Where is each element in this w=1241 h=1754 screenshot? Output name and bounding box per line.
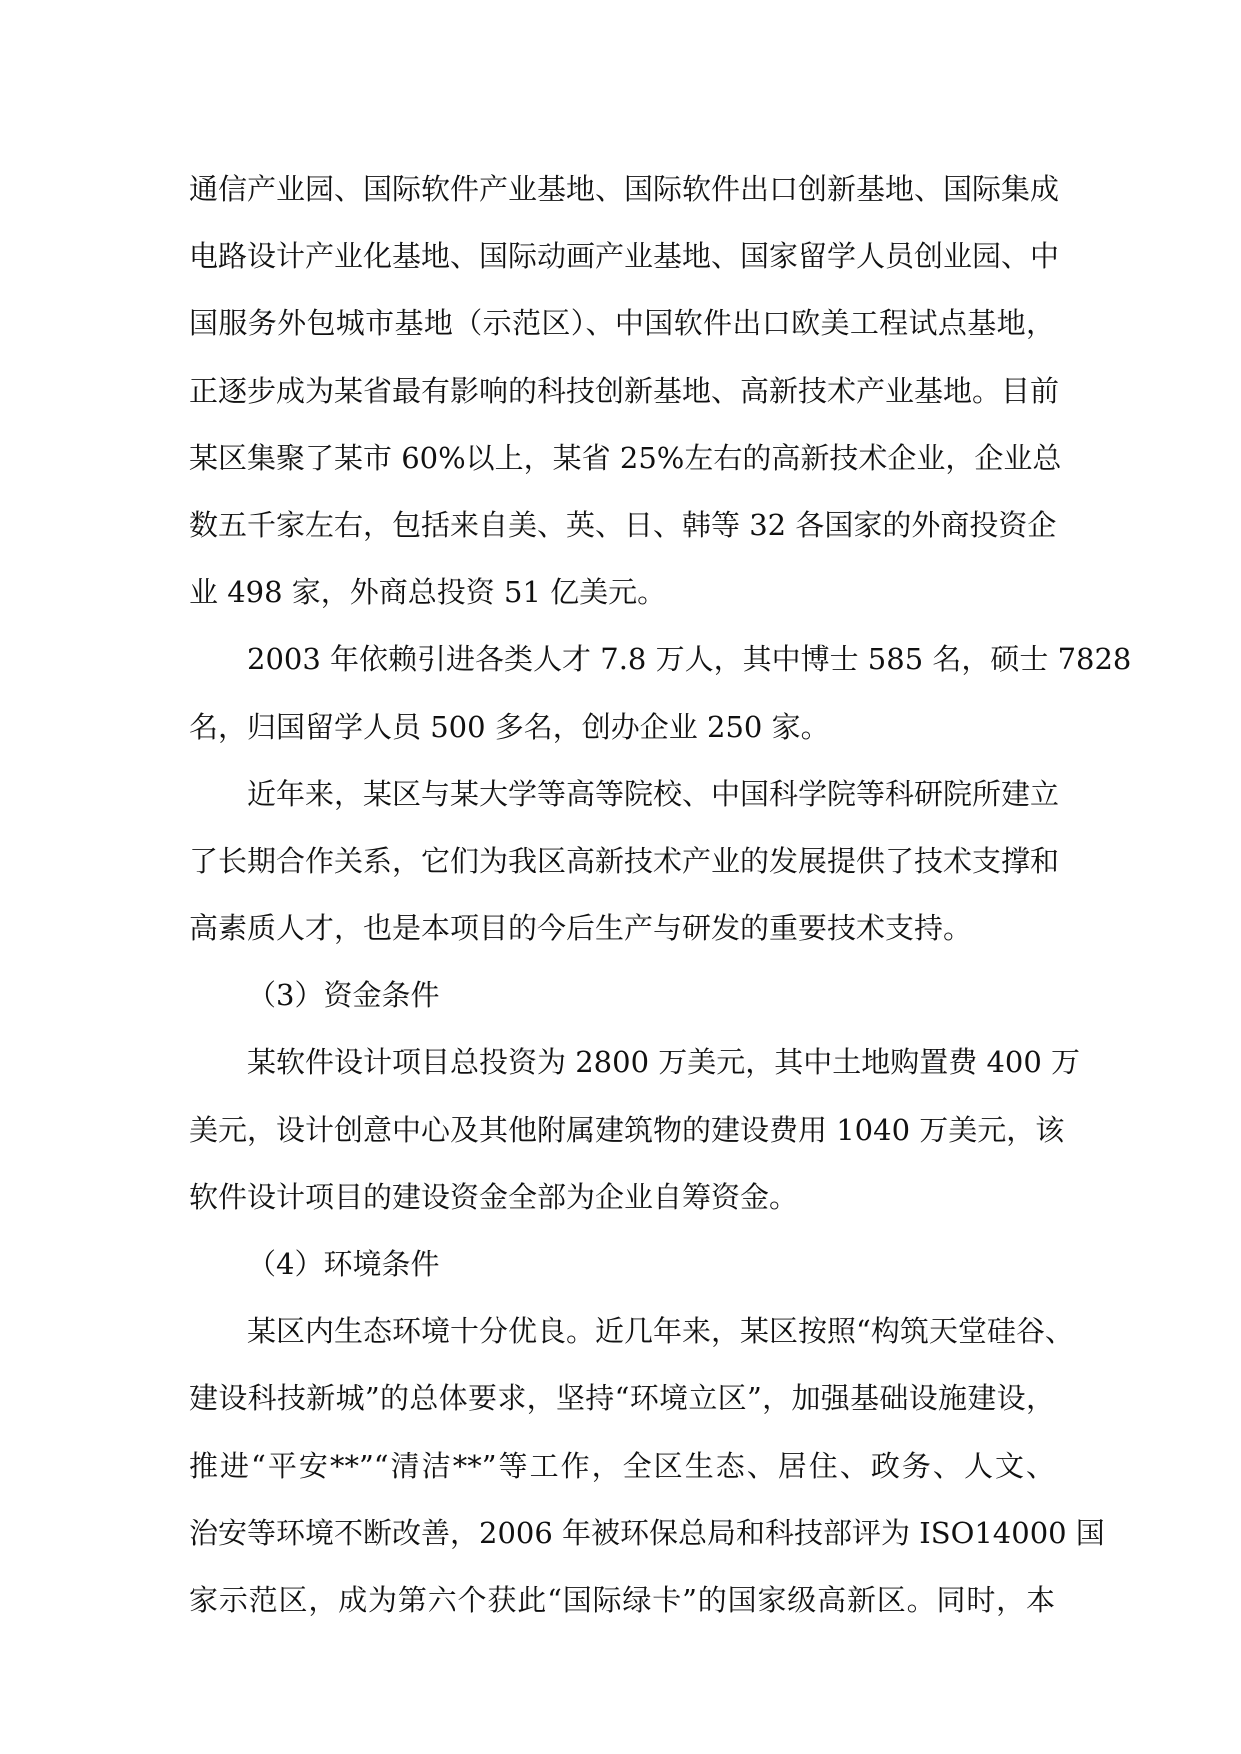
text-line: 电路设计产业化基地、国际动画产业基地、国家留学人员创业园、中: [189, 239, 1060, 274]
text-line: 某区内生态环境十分优良。近几年来，某区按照“构筑天堂硅谷、: [247, 1314, 1074, 1349]
section-heading: （3）资金条件: [247, 978, 440, 1013]
text-line: 近年来，某区与某大学等高等院校、中国科学院等科研院所建立: [247, 776, 1060, 811]
text-line: 治安等环境不断改善，2006 年被环保总局和科技部评为 ISO14000 国: [189, 1515, 1105, 1550]
text-line: 推进“平安**”“清洁**”等工作，全区生态、居住、政务、人文、: [189, 1448, 1055, 1483]
document-body: [189, 156, 1132, 1634]
text-line: 了长期合作关系，它们为我区高新技术产业的发展提供了技术支撑和: [189, 843, 1060, 878]
text-line: 国服务外包城市基地（示范区）、中国软件出口欧美工程试点基地，: [189, 306, 1055, 341]
text-line: 某区集聚了某市 60%以上，某省 25%左右的高新技术企业，企业总: [189, 440, 1062, 475]
text-line: 业 498 家，外商总投资 51 亿美元。: [189, 575, 667, 610]
text-line: 家示范区，成为第六个获此“国际绿卡”的国家级高新区。同时，本: [189, 1582, 1055, 1617]
text-line: 美元，设计创意中心及其他附属建筑物的建设费用 1040 万美元，该: [189, 1112, 1065, 1147]
text-line: 软件设计项目的建设资金全部为企业自筹资金。: [189, 1179, 799, 1214]
text-line: 正逐步成为某省最有影响的科技创新基地、高新技术产业基地。目前: [189, 373, 1060, 408]
text-line: 高素质人才，也是本项目的今后生产与研发的重要技术支持。: [189, 911, 973, 946]
text-line: 2003 年依赖引进各类人才 7.8 万人，其中博士 585 名，硕士 7828: [247, 642, 1132, 677]
text-line: 通信产业园、国际软件产业基地、国际软件出口创新基地、国际集成: [189, 172, 1060, 206]
text-line: 建设科技新城”的总体要求，坚持“环境立区”，加强基础设施建设，: [189, 1381, 1055, 1416]
section-heading: （4）环境条件: [247, 1247, 440, 1281]
text-line: 名，归国留学人员 500 多名，创办企业 250 家。: [189, 709, 830, 744]
text-line: 某软件设计项目总投资为 2800 万美元，其中土地购置费 400 万: [247, 1045, 1081, 1080]
text-line: 数五千家左右，包括来自美、英、日、韩等 32 各国家的外商投资企: [189, 507, 1057, 542]
